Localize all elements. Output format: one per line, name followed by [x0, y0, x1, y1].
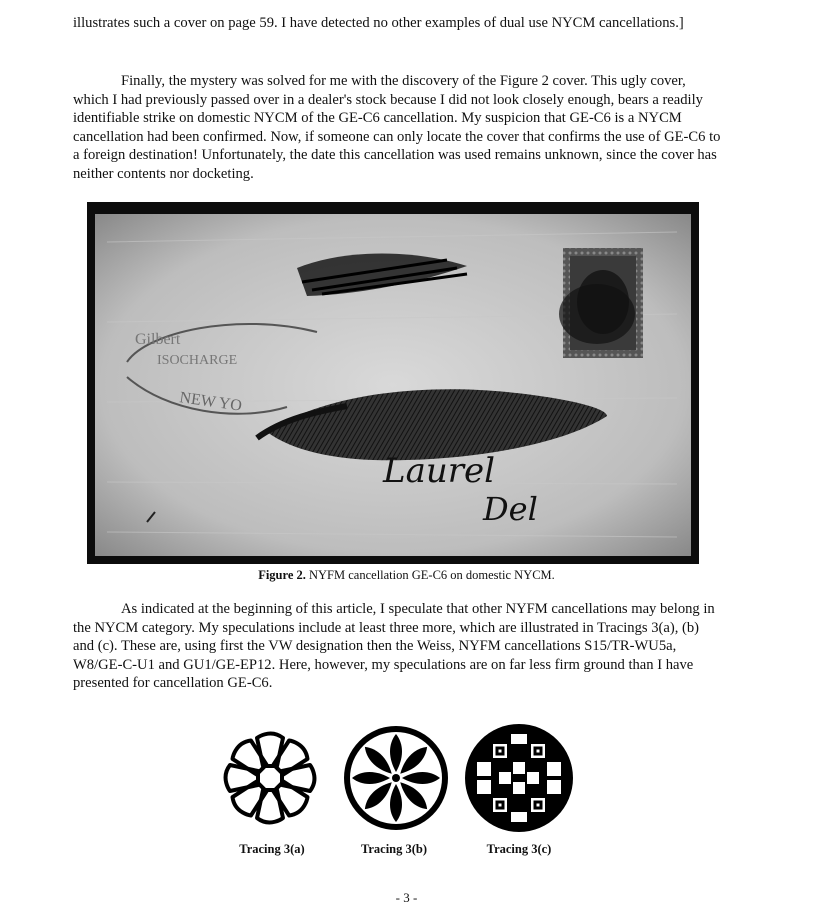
block-cell — [547, 762, 561, 776]
block-cell — [511, 812, 527, 822]
tracing-3b-label: Tracing 3(b) — [360, 842, 428, 856]
teardrop-loop — [229, 777, 270, 818]
teardrop-loop — [229, 737, 270, 778]
tracing-3a-label: Tracing 3(a) — [239, 842, 305, 856]
paragraph-2-text: Finally, the mystery was solved for me with the discovery of the Figure 2 cover. This ugly cover, which I had previously passed over in a dealer's stock because I did not look closely enough, bears a readily identifiable strike on domestic NYCM of the GE-C6 cancellation. My suspicion that GE-C6 is a NYCM cancellation had been confirmed. Now, if someone can only locate the cover that confirms the use of GE-C6 to a foreign destination! Unfortunately, the date this cancellation was used remains unknown, since the cover has neither contents nor docketing. — [73, 73, 721, 182]
figure-caption-text: NYFM cancellation GE-C6 on domestic NYCM. — [309, 568, 555, 582]
figure-2-cover-photo — [87, 202, 699, 564]
tracing-3a-drawing — [217, 722, 323, 834]
figure-caption — [0, 568, 813, 583]
block-cell — [477, 780, 491, 794]
block-cell — [511, 734, 527, 744]
block-cell — [477, 762, 491, 776]
postage-stamp — [559, 248, 643, 358]
svg-text:NEW YO: NEW YO — [178, 389, 243, 415]
paragraph-2 — [73, 72, 723, 184]
paragraph-1 — [73, 14, 723, 33]
block-cell — [513, 762, 525, 774]
tracing-3c-drawing — [463, 722, 575, 834]
block-cell — [493, 744, 507, 758]
teardrop-loop — [226, 765, 258, 791]
paragraph-1-text: illustrates such a cover on page 59. I have detected no other examples of dual use NYCM cancellations.] — [73, 15, 684, 31]
tracing-3c-label: Tracing 3(c) — [486, 842, 552, 856]
teardrop-loop — [257, 734, 283, 766]
figure-label: Figure 2. — [258, 568, 306, 582]
block-cell — [531, 798, 545, 812]
block-cell — [547, 780, 561, 794]
teardrop-loop — [257, 790, 283, 822]
block-cell — [527, 772, 539, 784]
block-cell — [531, 744, 545, 758]
block-cell — [513, 782, 525, 794]
page-number: - 3 - — [395, 890, 418, 905]
block-cell — [499, 772, 511, 784]
teardrop-loop — [282, 765, 314, 791]
svg-text:Gilbert: Gilbert — [135, 331, 181, 348]
tracing-3b-drawing — [340, 722, 452, 834]
svg-text:ISOCHARGE: ISOCHARGE — [157, 353, 238, 368]
paragraph-3 — [73, 600, 723, 693]
teardrop-loop — [269, 777, 310, 818]
svg-text:Laurel: Laurel — [383, 451, 495, 491]
paragraph-3-text: As indicated at the beginning of this article, I speculate that other NYFM cancellations may belong in the NYCM category. My speculations include at least three more, which are illustrated in Tracings 3(a), (b) and (c). These are, using first the VW designation then the Weiss, NYFM cancellations S15/TR-WU5a, W8/GE-C-U1 and GU1/GE-EP12. Here, however, my speculations are on far less firm ground than I have presented for cancellation GE-C6. — [73, 601, 715, 692]
teardrop-loop — [269, 737, 310, 778]
block-cell — [493, 798, 507, 812]
svg-text:Del: Del — [483, 490, 538, 528]
